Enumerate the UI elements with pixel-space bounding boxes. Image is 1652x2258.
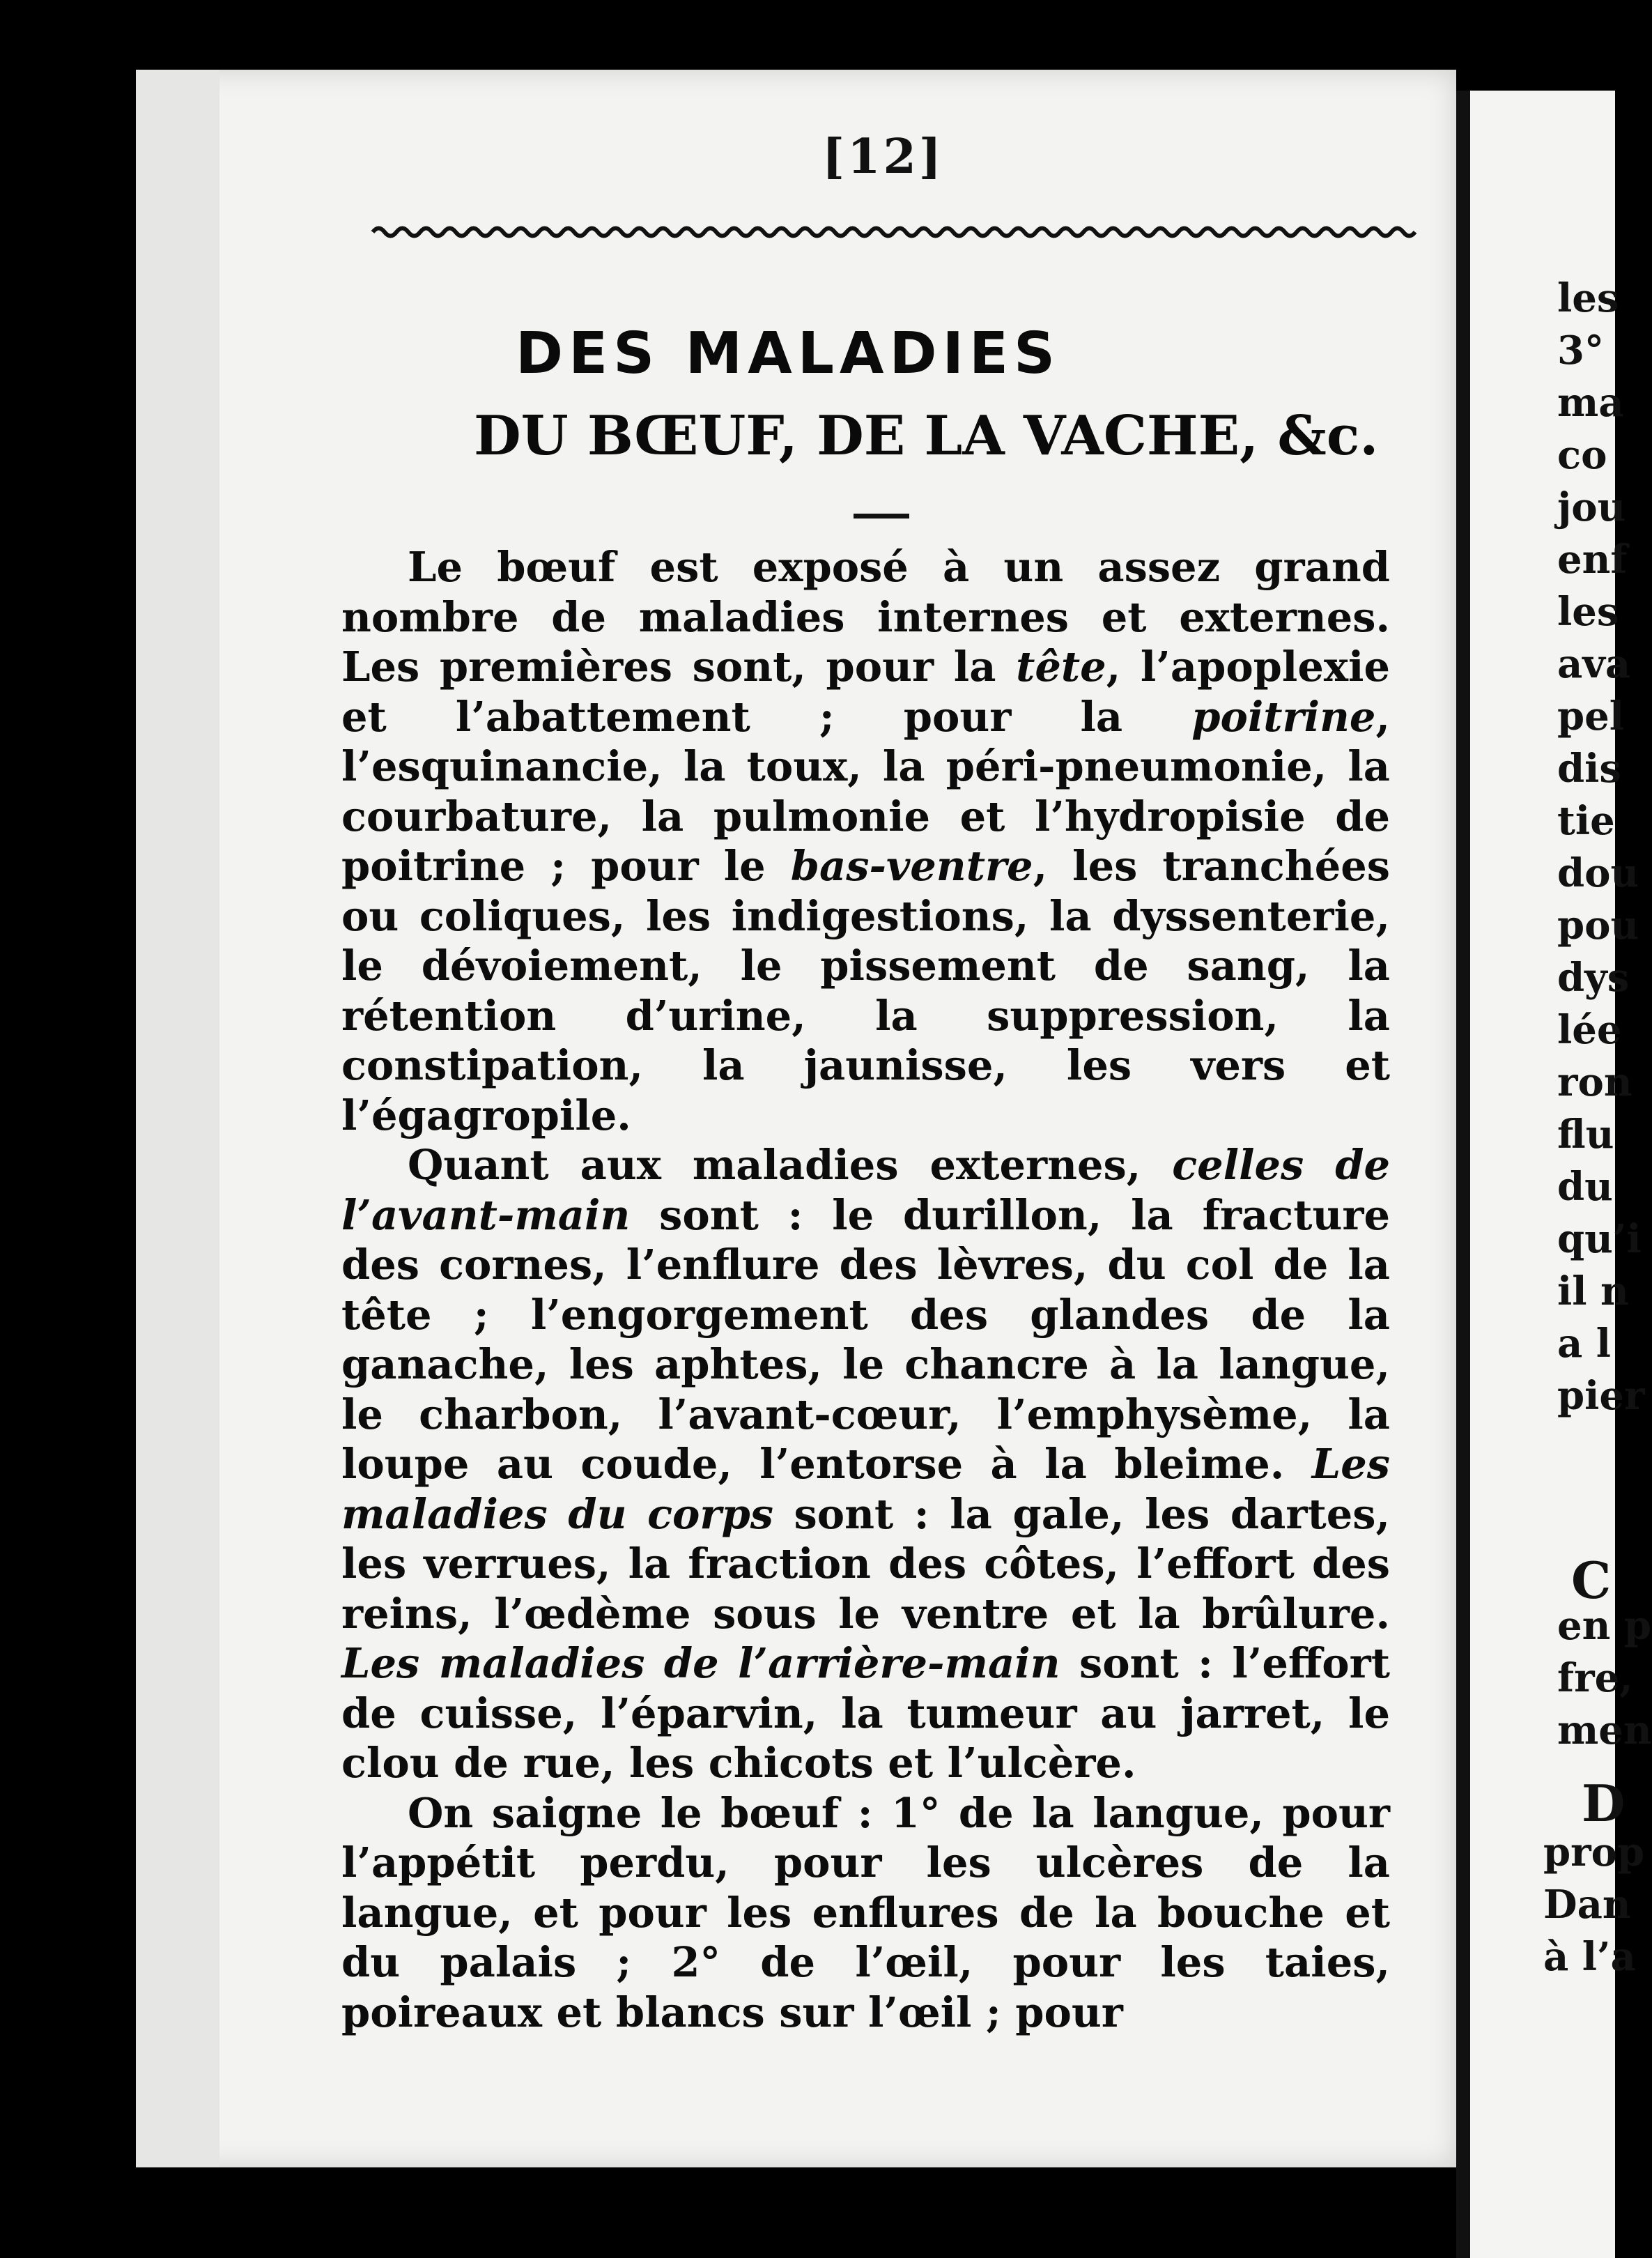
italic-term: bas-ventre: [790, 842, 1033, 890]
book-gutter: [1456, 91, 1470, 2258]
italic-term: tête: [1016, 643, 1106, 691]
facing-page-line: dis: [1557, 746, 1621, 792]
facing-page-line: fre,: [1557, 1655, 1633, 1701]
facing-page-line: C: [1571, 1551, 1612, 1610]
italic-term: poitrine: [1191, 692, 1376, 741]
paragraph: [341, 1788, 1390, 2038]
text-run: sont : le durillon, la fracture des cornes, l’enflure des lèvres, du col de la tête ; l’engorgement des glandes de la ganache, les aphtes, le chancre à la langue, le charbon, l’avant-cœur, l’emphysème, la loupe au coude, l’entorse à la bleime.: [341, 1190, 1390, 1488]
facing-page-line: co: [1557, 432, 1607, 478]
facing-page-line: tie: [1557, 798, 1615, 844]
facing-page-line: du: [1557, 1164, 1613, 1210]
facing-page-line: pier: [1557, 1373, 1645, 1419]
facing-page-line: 3°: [1557, 328, 1604, 374]
italic-term: Les maladies de l’arrière-main: [341, 1639, 1060, 1687]
text-run: sont : la gale, les dartes, les verrues, la fraction des côtes, l’effort des reins, l’œdème sous le ventre et la brûlure.: [341, 1489, 1390, 1638]
facing-page-line: à l’a: [1543, 1934, 1636, 1980]
facing-page-line: les: [1557, 275, 1619, 321]
text-run: sont : l’effort de cuisse, l’éparvin, la tumeur au jarret, le clou de rue, les chicots et l’ulcère.: [341, 1639, 1391, 1787]
facing-page-line: les: [1557, 589, 1619, 635]
facing-page-line: ma: [1557, 380, 1624, 426]
facing-page-line: ron: [1557, 1059, 1632, 1105]
facing-page-line: prop: [1543, 1829, 1645, 1875]
body-text: [341, 542, 1390, 2037]
facing-page-line: dou: [1557, 850, 1639, 896]
facing-page-line: dys: [1557, 955, 1630, 1001]
text-run: On saigne le bœuf : 1° de la langue, pour l’appétit perdu, pour les ulcères de la langue, et pour les enflures de la bouche et du palais ; 2° de l’œil, pour les taies, poireaux et blancs sur l’œil ; pour: [341, 1788, 1390, 2036]
facing-page-line: Dan: [1543, 1882, 1631, 1928]
text-run: Quant aux maladies externes,: [408, 1141, 1173, 1189]
facing-page-line: pel: [1557, 693, 1625, 739]
paragraph: [341, 1140, 1390, 1788]
facing-page-line: il n: [1557, 1268, 1629, 1314]
facing-page-line: qu’i: [1557, 1216, 1642, 1262]
facing-page-line: en p: [1557, 1603, 1651, 1649]
facing-page-line: jou: [1557, 484, 1626, 530]
title-separator: [854, 514, 909, 519]
facing-page-line: enf: [1557, 537, 1628, 583]
italic-term: celles de l’avant-main: [341, 1141, 1390, 1239]
facing-page-line: D: [1582, 1774, 1626, 1833]
facing-page-line: a l: [1557, 1321, 1612, 1367]
italic-term: Les maladies du corps: [341, 1440, 1390, 1538]
facing-page-line: flu: [1557, 1112, 1614, 1158]
text-run: , les tranchées ou coliques, les indigestions, la dyssenterie, le dévoiement, le pissement de sang, la rétention d’urine, la suppression, la constipation, la jaunisse, les vers et l’égagropile.: [341, 842, 1390, 1139]
page-edge: [136, 70, 219, 2167]
text-run: , l’apoplexie et l’abattement ; pour la: [341, 643, 1391, 741]
decorative-wavy-rule: [373, 222, 1394, 243]
text-run: Le bœuf est exposé à un assez grand nombre de maladies internes et externes. Les premières sont, pour la: [341, 543, 1390, 691]
facing-page-line: lée: [1557, 1007, 1622, 1053]
chapter-subtitle: DU BŒUF, DE LA VACHE, &c.: [474, 404, 1379, 468]
page-number: [12]: [822, 129, 944, 185]
text-run: , l’esquinancie, la toux, la péri-pneumonie, la courbature, la pulmonie et l’hydropisie de poitrine ; pour le: [341, 692, 1390, 890]
facing-page-line: men: [1557, 1707, 1652, 1753]
facing-page-line: ava: [1557, 641, 1631, 687]
chapter-title: DES MALADIES: [516, 321, 1061, 387]
paragraph: [341, 542, 1390, 1140]
facing-page-line: pou: [1557, 903, 1639, 948]
